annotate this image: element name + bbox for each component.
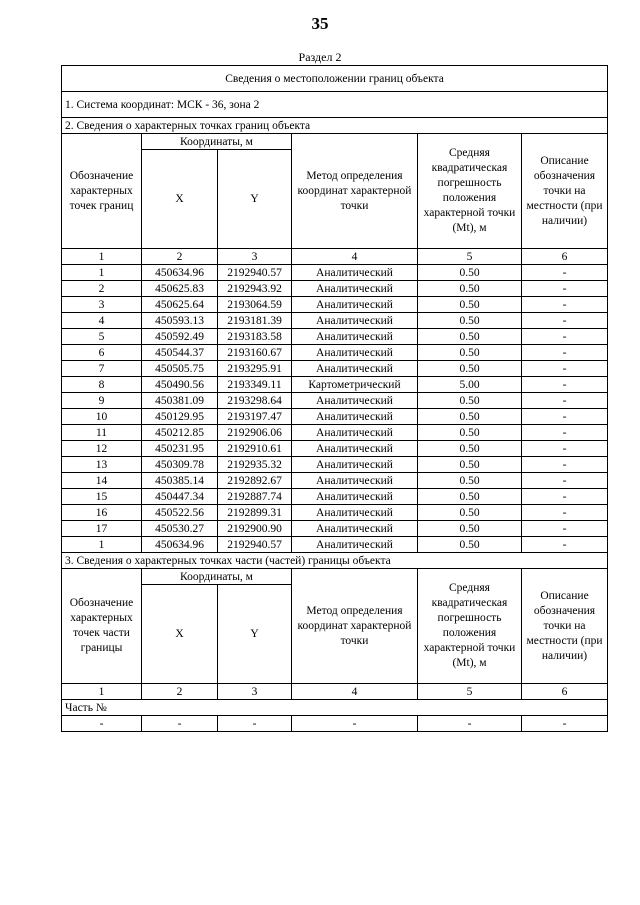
method-cell: Аналитический xyxy=(292,393,418,409)
y-coordinate-cell: 2192940.57 xyxy=(218,537,292,553)
method-cell: Аналитический xyxy=(292,265,418,281)
method-cell: Аналитический xyxy=(292,521,418,537)
error-cell: 0.50 xyxy=(418,393,522,409)
method-cell: Аналитический xyxy=(292,409,418,425)
description-cell: - xyxy=(522,297,608,313)
point-number-cell: 12 xyxy=(62,441,142,457)
points-section-title: 2. Сведения о характерных точках границ объекта xyxy=(62,118,608,134)
point-number-cell: 11 xyxy=(62,425,142,441)
point-number-cell: 10 xyxy=(62,409,142,425)
method-cell: Аналитический xyxy=(292,345,418,361)
error-cell: 0.50 xyxy=(418,457,522,473)
y-coordinate-cell: 2193160.67 xyxy=(218,345,292,361)
error-cell: 0.50 xyxy=(418,297,522,313)
table-row xyxy=(62,313,608,329)
method-cell: Аналитический xyxy=(292,313,418,329)
table-title: Сведения о местоположении границ объекта xyxy=(62,66,608,92)
table-row xyxy=(62,361,608,377)
column-number-cell: 6 xyxy=(522,684,608,700)
header-coords: Координаты, м xyxy=(142,134,292,150)
y-coordinate-cell: 2192900.90 xyxy=(218,521,292,537)
point-number-cell: 17 xyxy=(62,521,142,537)
part-empty-cell: - xyxy=(292,716,418,732)
error-cell: 0.50 xyxy=(418,473,522,489)
table-row xyxy=(62,457,608,473)
description-cell: - xyxy=(522,489,608,505)
y-coordinate-cell: 2193349.11 xyxy=(218,377,292,393)
point-number-cell: 6 xyxy=(62,345,142,361)
header-x: X xyxy=(142,150,218,249)
point-number-cell: 4 xyxy=(62,313,142,329)
method-cell: Аналитический xyxy=(292,329,418,345)
y-coordinate-cell: 2193197.47 xyxy=(218,409,292,425)
table-row xyxy=(62,505,608,521)
column-number-cell: 2 xyxy=(142,684,218,700)
y-coordinate-cell: 2192906.06 xyxy=(218,425,292,441)
table-row xyxy=(62,345,608,361)
page-number: 35 xyxy=(311,14,329,33)
error-cell: 0.50 xyxy=(418,425,522,441)
method-cell: Аналитический xyxy=(292,361,418,377)
boundary-table xyxy=(61,65,608,732)
table-row xyxy=(62,297,608,313)
description-cell: - xyxy=(522,409,608,425)
part-empty-cell: - xyxy=(522,716,608,732)
x-coordinate-cell: 450490.56 xyxy=(142,377,218,393)
method-cell: Аналитический xyxy=(292,457,418,473)
table-row xyxy=(62,473,608,489)
table-row xyxy=(62,281,608,297)
header-method-part: Метод определения координат характерной точки xyxy=(292,569,418,684)
y-coordinate-cell: 2193183.58 xyxy=(218,329,292,345)
y-coordinate-cell: 2193181.39 xyxy=(218,313,292,329)
x-coordinate-cell: 450212.85 xyxy=(142,425,218,441)
method-cell: Аналитический xyxy=(292,489,418,505)
table-row xyxy=(62,489,608,505)
point-number-cell: 3 xyxy=(62,297,142,313)
method-cell: Аналитический xyxy=(292,297,418,313)
header-designation-part: Обозначение характерных точек части границы xyxy=(62,569,142,684)
y-coordinate-cell: 2192935.32 xyxy=(218,457,292,473)
point-number-cell: 7 xyxy=(62,361,142,377)
header-y: Y xyxy=(218,150,292,249)
column-number-cell: 1 xyxy=(62,249,142,265)
part-empty-row xyxy=(62,716,608,732)
header-description: Описание обозначения точки на местности (при наличии) xyxy=(522,134,608,249)
column-number-cell: 3 xyxy=(218,249,292,265)
error-cell: 0.50 xyxy=(418,281,522,297)
error-cell: 0.50 xyxy=(418,329,522,345)
y-coordinate-cell: 2192943.92 xyxy=(218,281,292,297)
error-cell: 0.50 xyxy=(418,441,522,457)
point-number-cell: 16 xyxy=(62,505,142,521)
method-cell: Аналитический xyxy=(292,441,418,457)
table-row xyxy=(62,377,608,393)
point-number-cell: 1 xyxy=(62,537,142,553)
description-cell: - xyxy=(522,521,608,537)
y-coordinate-cell: 2192940.57 xyxy=(218,265,292,281)
y-coordinate-cell: 2192892.67 xyxy=(218,473,292,489)
x-coordinate-cell: 450634.96 xyxy=(142,537,218,553)
description-cell: - xyxy=(522,377,608,393)
header-coords-part: Координаты, м xyxy=(142,569,292,585)
method-cell: Аналитический xyxy=(292,505,418,521)
description-cell: - xyxy=(522,265,608,281)
point-number-cell: 13 xyxy=(62,457,142,473)
header-error-part: Средняя квадратическая погрешность положения характерной точки (Mt), м xyxy=(418,569,522,684)
column-numbers-row xyxy=(62,249,608,265)
y-coordinate-cell: 2192899.31 xyxy=(218,505,292,521)
method-cell: Аналитический xyxy=(292,473,418,489)
description-cell: - xyxy=(522,361,608,377)
part-empty-cell: - xyxy=(218,716,292,732)
table-row xyxy=(62,441,608,457)
table-row xyxy=(62,329,608,345)
description-cell: - xyxy=(522,281,608,297)
table-row xyxy=(62,393,608,409)
method-cell: Аналитический xyxy=(292,281,418,297)
part-empty-cell: - xyxy=(142,716,218,732)
x-coordinate-cell: 450231.95 xyxy=(142,441,218,457)
column-number-cell: 1 xyxy=(62,684,142,700)
x-coordinate-cell: 450447.34 xyxy=(142,489,218,505)
x-coordinate-cell: 450129.95 xyxy=(142,409,218,425)
x-coordinate-cell: 450544.37 xyxy=(142,345,218,361)
part-empty-cell: - xyxy=(418,716,522,732)
table-row xyxy=(62,265,608,281)
point-number-cell: 5 xyxy=(62,329,142,345)
column-number-cell: 4 xyxy=(292,249,418,265)
description-cell: - xyxy=(522,425,608,441)
y-coordinate-cell: 2193298.64 xyxy=(218,393,292,409)
point-number-cell: 8 xyxy=(62,377,142,393)
column-numbers-row xyxy=(62,684,608,700)
table-row xyxy=(62,537,608,553)
header-y-part: Y xyxy=(218,585,292,684)
point-number-cell: 2 xyxy=(62,281,142,297)
x-coordinate-cell: 450592.49 xyxy=(142,329,218,345)
part-label: Часть № xyxy=(62,700,608,716)
x-coordinate-cell: 450625.83 xyxy=(142,281,218,297)
error-cell: 0.50 xyxy=(418,361,522,377)
y-coordinate-cell: 2193295.91 xyxy=(218,361,292,377)
x-coordinate-cell: 450505.75 xyxy=(142,361,218,377)
description-cell: - xyxy=(522,505,608,521)
column-number-cell: 5 xyxy=(418,249,522,265)
method-cell: Аналитический xyxy=(292,425,418,441)
description-cell: - xyxy=(522,393,608,409)
x-coordinate-cell: 450381.09 xyxy=(142,393,218,409)
y-coordinate-cell: 2193064.59 xyxy=(218,297,292,313)
error-cell: 0.50 xyxy=(418,489,522,505)
header-x-part: X xyxy=(142,585,218,684)
x-coordinate-cell: 450385.14 xyxy=(142,473,218,489)
x-coordinate-cell: 450309.78 xyxy=(142,457,218,473)
header-error: Средняя квадратическая погрешность положения характерной точки (Mt), м xyxy=(418,134,522,249)
column-number-cell: 4 xyxy=(292,684,418,700)
part-empty-cell: - xyxy=(62,716,142,732)
description-cell: - xyxy=(522,473,608,489)
y-coordinate-cell: 2192910.61 xyxy=(218,441,292,457)
description-cell: - xyxy=(522,345,608,361)
parts-section-title: 3. Сведения о характерных точках части (частей) границы объекта xyxy=(62,553,608,569)
section-label: Раздел 2 xyxy=(298,50,342,64)
column-number-cell: 6 xyxy=(522,249,608,265)
x-coordinate-cell: 450522.56 xyxy=(142,505,218,521)
point-number-cell: 14 xyxy=(62,473,142,489)
column-number-cell: 5 xyxy=(418,684,522,700)
error-cell: 0.50 xyxy=(418,313,522,329)
point-number-cell: 1 xyxy=(62,265,142,281)
error-cell: 0.50 xyxy=(418,505,522,521)
x-coordinate-cell: 450530.27 xyxy=(142,521,218,537)
error-cell: 5.00 xyxy=(418,377,522,393)
description-cell: - xyxy=(522,313,608,329)
table-row xyxy=(62,521,608,537)
x-coordinate-cell: 450593.13 xyxy=(142,313,218,329)
error-cell: 0.50 xyxy=(418,521,522,537)
y-coordinate-cell: 2192887.74 xyxy=(218,489,292,505)
method-cell: Картометрический xyxy=(292,377,418,393)
column-number-cell: 3 xyxy=(218,684,292,700)
table-row xyxy=(62,409,608,425)
point-number-cell: 9 xyxy=(62,393,142,409)
error-cell: 0.50 xyxy=(418,409,522,425)
description-cell: - xyxy=(522,457,608,473)
error-cell: 0.50 xyxy=(418,265,522,281)
description-cell: - xyxy=(522,537,608,553)
x-coordinate-cell: 450634.96 xyxy=(142,265,218,281)
header-designation: Обозначение характерных точек границ xyxy=(62,134,142,249)
column-number-cell: 2 xyxy=(142,249,218,265)
description-cell: - xyxy=(522,441,608,457)
description-cell: - xyxy=(522,329,608,345)
point-number-cell: 15 xyxy=(62,489,142,505)
header-description-part: Описание обозначения точки на местности (при наличии) xyxy=(522,569,608,684)
x-coordinate-cell: 450625.64 xyxy=(142,297,218,313)
method-cell: Аналитический xyxy=(292,537,418,553)
coord-system: 1. Система координат: МСК - 36, зона 2 xyxy=(62,92,608,118)
header-method: Метод определения координат характерной точки xyxy=(292,134,418,249)
table-row xyxy=(62,425,608,441)
error-cell: 0.50 xyxy=(418,345,522,361)
error-cell: 0.50 xyxy=(418,537,522,553)
